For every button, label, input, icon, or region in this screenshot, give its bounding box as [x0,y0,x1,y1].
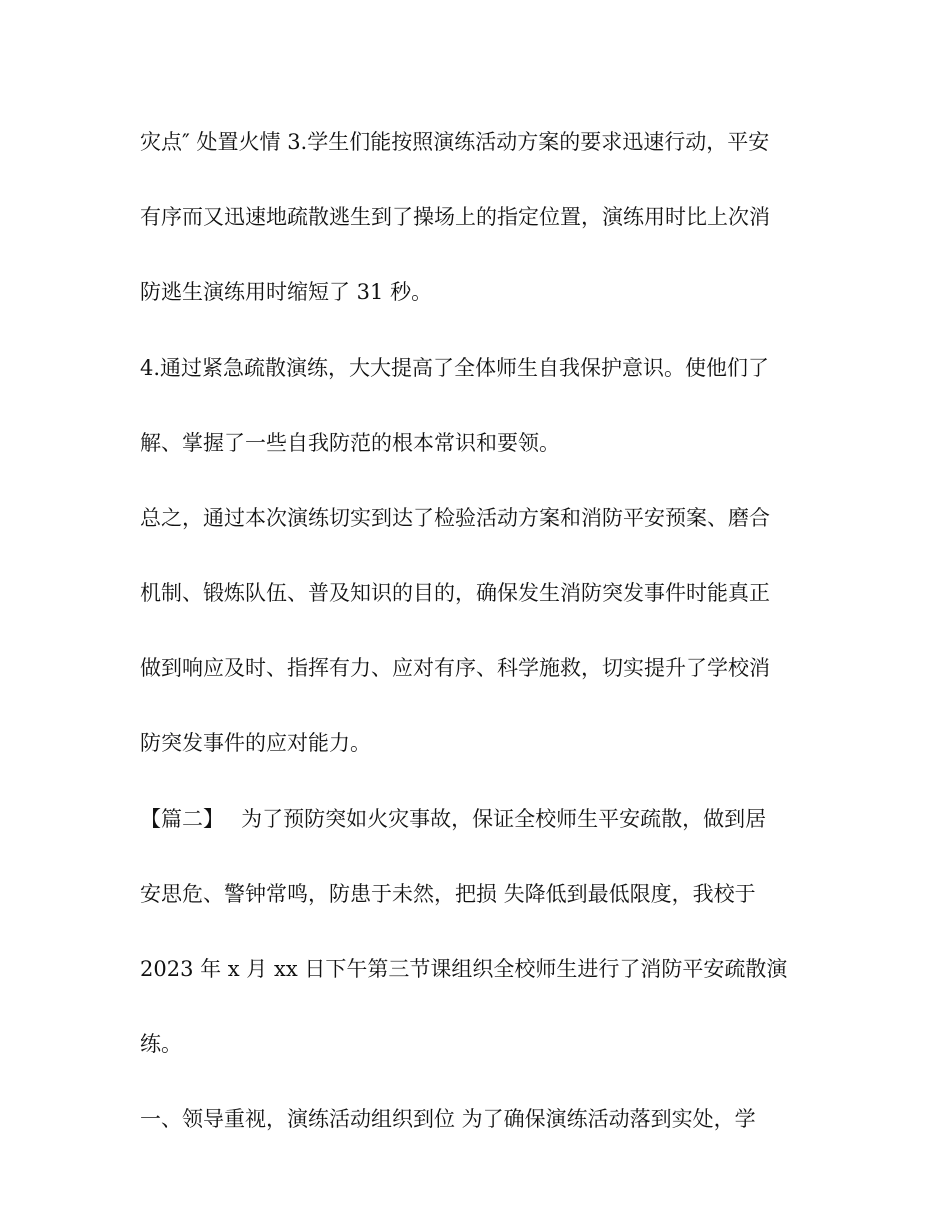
text-line: 练。 [140,1032,182,1056]
text-line: 【篇二】 为了预防突如火灾事故，保证全校师生平安疏散，做到居 [140,807,767,831]
text-line: 有序而又迅速地疏散逃生到了操场上的指定位置，演练用时比上次消 [140,205,770,229]
text-line: 总之，通过本次演练切实到达了检验活动方案和消防平安预案、磨合 [140,506,770,530]
text-line: 解、掌握了一些自我防范的根本常识和要领。 [140,431,560,455]
text-line: 4.通过紧急疏散演练，大大提高了全体师生自我保护意识。使他们了 [140,356,770,380]
text-line: 安思危、警钟常鸣，防患于未然，把损 失降低到最低限度，我校于 [140,882,756,906]
text-line: 做到响应及时、指挥有力、应对有序、科学施救，切实提升了学校消 [140,656,770,680]
text-line: 一、领导重视，演练活动组织到位 为了确保演练活动落到实处，学 [140,1107,756,1131]
text-line: 机制、锻炼队伍、普及知识的目的，确保发生消防突发事件时能真正 [140,581,770,605]
text-line: 灾点″ 处置火情 3.学生们能按照演练活动方案的要求迅速行动，平安 [140,130,770,154]
text-line: 防突发事件的应对能力。 [140,731,371,755]
text-line: 防逃生演练用时缩短了 31 秒。 [140,280,433,304]
text-line: 2023 年 x 月 xx 日下午第三节课组织全校师生进行了消防平安疏散演 [140,957,788,981]
